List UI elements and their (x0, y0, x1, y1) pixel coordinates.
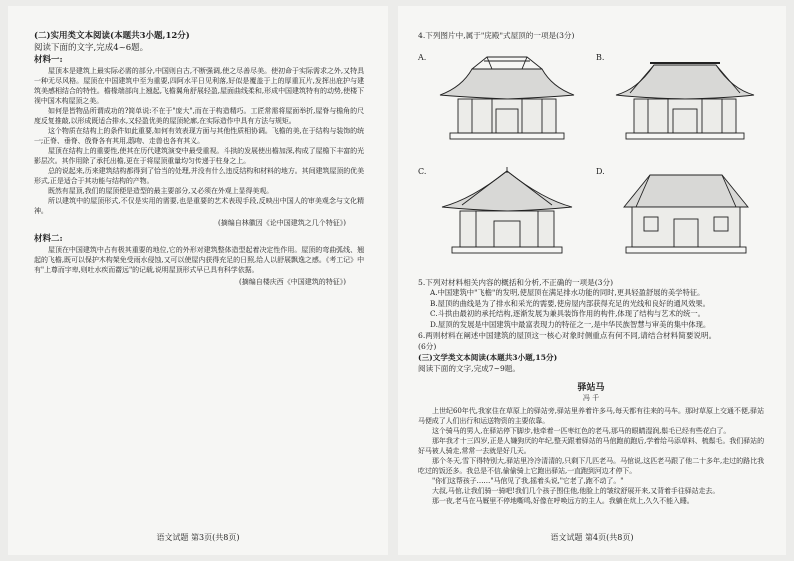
m1-paragraph: 这个物质在结构上的条件如此重要,如何有效表现方面与其他性质相协调。飞檐的美,在于结构与装饰的统一;正脊、垂脊、戗脊各有其用,鸱吻、走兽也各有其义。 (34, 127, 364, 145)
option-b-label: B. (596, 53, 605, 62)
section3-instruction: 阅读下面的文字,完成7~9题。 (418, 364, 520, 373)
m1-paragraph: 所以建筑中的屋顶形式,不仅是实用的需要,也是重要的艺术表现手段,反映出中国人的审美观念与文化精神。 (34, 197, 364, 215)
question-5-option: B.屋顶的曲线是为了排水和采光的需要,使房屋内部获得充足的光线和良好的通风效果。 (430, 298, 710, 308)
question-4-stem: 4.下列图片中,属于"庑殿"式屋顶的一项是(3分) (418, 31, 575, 40)
section-heading: (二)实用类文本阅读(本题共3小题,12分) (34, 31, 190, 41)
gable-roof-building-icon (610, 163, 760, 263)
option-d-figure (596, 163, 766, 267)
pyramidal-roof-building-icon (432, 163, 582, 263)
m1-paragraph: 如何是皆物品所谓成功的?简单说:不在于"庞大",而在于构造精巧。工匠常需将屋面举折,屋脊与檐角的尺度反复推敲,以形成既适合排水,又轻盈优美的屋顶轮廓,在实际造作中具有方法与规矩。 (34, 107, 364, 125)
m1-paragraph: 屋顶在结构上的重要性,使其在历代建筑演变中最受重视。斗拱的发展使出檐加深,构成了屋檐下丰富的光影层次。其作用除了承托出檐,更在于将屋顶重量均匀传递于柱身之上。 (34, 147, 364, 165)
question-5-option: A.中国建筑中"飞檐"的发明,使屋顶在满足排水功能的同时,更具轻盈舒展的美学特征。 (430, 288, 705, 297)
story-paragraph: 那个冬天,雪下得特别大,驿站里冷冷清清的,只剩下几匹老马。马倌说,这匹老马跟了他二十多年,走过的路比我吃过的饭还多。我总是不信,偷偷骑上它跑出驿站,一直跑到河边才停下。 (418, 457, 764, 475)
story-paragraph: 大叔,马倌,让我们骑一骑吧!我们几个孩子围住他,他脸上的皱纹舒展开来,又背着手往驿站走去。 (432, 487, 720, 495)
material1-label: 材料一: (34, 55, 63, 65)
m2-paragraph: 屋顶在中国建筑中占有极其重要的地位,它的外形对建筑整体造型起着决定性作用。屋顶的弯曲弧线、翘起的飞檐,既可以保护木构架免受雨水侵蚀,又可以使屋内获得充足的日照,给人以舒展飘逸之感。《考工记》中有"上尊而宇卑,则吐水疾而霤远"的记载,说明屋顶形式早已具有科学依据。 (34, 246, 364, 274)
roof-image-grid (418, 45, 764, 273)
story-title: 驿站马 (577, 383, 605, 393)
story-paragraph: "你们这帮孩子……"马倌见了我,摇着头说,"它老了,跑不动了。" (432, 477, 624, 485)
story-author: 冯 千 (582, 394, 600, 402)
story-paragraph: 这个骑马的男人,在驿站停下脚步,他牵着一匹枣红色的老马,那马的眼睛湿润,鬃毛已经有些花白了。 (432, 427, 731, 435)
option-d-label: D. (596, 167, 605, 176)
xieshan-roof-building-icon (432, 49, 582, 149)
option-a-figure (418, 49, 588, 153)
story-paragraph: 上世纪60年代,我家住在草原上的驿站旁,驿站里养着许多马,每天都有往来的马车。那时草原上交通不便,驿站马便成了人们出行和运送物资的主要依靠。 (418, 407, 764, 425)
option-c-figure (418, 163, 588, 267)
question-6-points: (6分) (418, 342, 437, 351)
page-left (8, 6, 388, 555)
m1-source: (摘编自林徽因《论中国建筑之几个特征》) (218, 219, 346, 227)
m1-paragraph: 屋顶本是建筑上最实际必需的部分,中国则自古,不断强调,使之尽善尽美。使初命于实际需求之外,又特具一种无尽风格。屋顶在中国建筑中至为重要,四阿水平日见利落,好似是覆盖于上的厚重瓦片,发挥出庇护与建筑美感相结合的特性。檐椽端部向上翘起,飞檐翼角舒展轻盈,屋面曲线柔和,形成中国建筑特有的动势,使楼下视中国木构屋顶之美。 (34, 67, 364, 105)
page-right (398, 6, 786, 555)
material2-label: 材料二: (34, 234, 63, 244)
wudian-roof-building-icon (610, 49, 760, 149)
section-instruction: 阅读下面的文字,完成4~6题。 (34, 43, 149, 53)
story-paragraph: 那年我才十三四岁,正是人嫌狗厌的年纪,整天跟着驿站的马倌跑前跑后,学着给马添草料、梳鬃毛。我们驿站的好马被人骑走,常常一去就是好几天。 (418, 437, 764, 455)
m2-source: (摘编自楼庆西《中国建筑的特征》) (239, 278, 346, 286)
option-c-label: C. (418, 167, 427, 176)
page-footer-left: 语文试题 第3页(共8页) (156, 533, 240, 542)
option-a-label: A. (418, 53, 427, 62)
question-5-stem: 5.下列对材料相关内容的概括和分析,不正确的一项是(3分) (418, 278, 614, 287)
question-6-stem: 6.两则材料在阐述中国建筑的屋顶这一核心对象时侧重点有何不同,请结合材料简要说明。 (418, 331, 717, 340)
m1-paragraph: 总的说起来,历来建筑结构都得到了恰当的处理,并没有什么违反结构和材料的地方。其间建筑屋顶的优美形式,正是适合于其功能与结构的产物。 (34, 167, 364, 185)
question-5-option: D.屋顶的发展是中国建筑中最富表现力的特征之一,是中华民族智慧与审美的集中体现。 (430, 319, 711, 329)
story-paragraph: 那一夜,老马在马厩里不停地嘶鸣,好像在呼唤远方的主人。我躺在炕上,久久不能入睡。 (432, 497, 694, 505)
section3-heading: (三)文学类文本阅读(本题共3小题,15分) (418, 353, 558, 362)
m1-paragraph: 既然有屋顶,我们的屋顶便是造型的最主要部分,又必须在外观上显得美观。 (48, 187, 274, 195)
option-b-figure (596, 49, 766, 153)
question-5-option: C.斗拱由最初的承托结构,逐渐发展为兼具装饰作用的构件,体现了结构与艺术的统一。 (430, 309, 705, 318)
page-footer-right: 语文试题 第4页(共8页) (550, 533, 634, 542)
